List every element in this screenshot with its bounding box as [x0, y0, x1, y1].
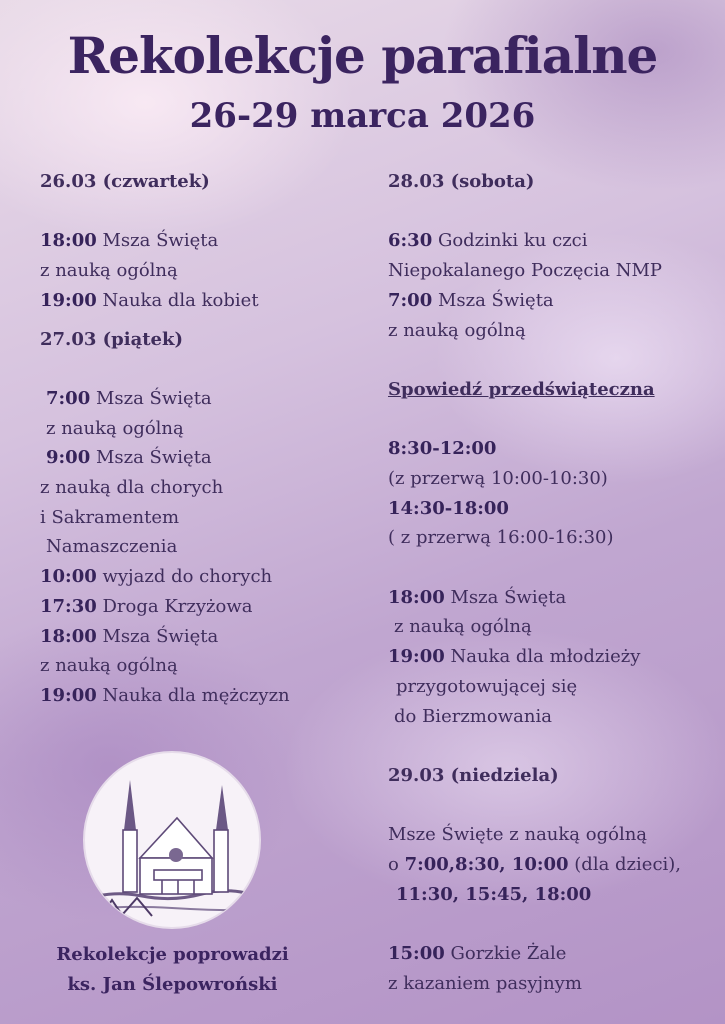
masses-times-2: 11:30, 15:45, 18:00: [396, 883, 592, 905]
schedule-item: 17:30 Droga Krzyżowa: [40, 595, 253, 617]
page-title: Rekolekcje parafialne: [67, 26, 658, 85]
schedule-item: 7:00 Msza Święta: [388, 289, 554, 311]
date-range: 26-29 marca 2026: [189, 96, 536, 136]
footer-line-2: ks. Jan Ślepowroński: [67, 974, 278, 995]
day-heading-friday: 27.03 (piątek): [40, 328, 183, 350]
schedule-item: 19:00 Nauka dla młodzieży: [388, 646, 641, 668]
schedule-item: Niepokalanego Poczęcia NMP: [388, 260, 662, 282]
schedule-item: z nauką ogólną: [40, 260, 178, 282]
schedule-item: z kazaniem pasyjnym: [388, 972, 582, 994]
schedule-item: z nauką ogólną: [388, 319, 526, 341]
left-column: [40, 167, 350, 711]
schedule-item: 6:30 Godzinki ku czci: [388, 230, 588, 252]
schedule-item: 7:00 Msza Święta: [46, 387, 212, 409]
church-logo: [82, 750, 262, 930]
schedule-item: 19:00 Nauka dla kobiet: [40, 289, 259, 311]
schedule-item: do Bierzmowania: [394, 705, 552, 727]
schedule-item: Namaszczenia: [46, 536, 178, 558]
day-heading-saturday: 28.03 (sobota): [388, 171, 535, 192]
schedule-item: 18:00 Msza Święta: [40, 625, 219, 647]
schedule-item: 9:00 Msza Święta: [46, 447, 212, 469]
schedule-item: z nauką dla chorych: [40, 477, 224, 498]
schedule-item: 18:00 Msza Święta: [40, 230, 219, 252]
footer: [0, 940, 345, 1000]
day-heading-thursday: 26.03 (czwartek): [40, 171, 210, 192]
schedule-item: ( z przerwą 16:00-16:30): [388, 527, 614, 549]
right-column: [388, 167, 718, 999]
schedule-item: 8:30-12:00: [388, 438, 497, 460]
day-heading-sunday: 29.03 (niedziela): [388, 764, 559, 786]
schedule-item: 10:00 wyjazd do chorych: [40, 566, 273, 588]
masses-times: o 7:00,8:30, 10:00 (dla dzieci),: [388, 854, 682, 876]
footer-line-1: Rekolekcje poprowadzi: [56, 944, 289, 965]
schedule-item: z nauką ogólną: [46, 417, 184, 439]
schedule-item: z nauką ogólną: [40, 655, 178, 677]
confession-heading: Spowiedź przedświąteczna: [388, 378, 655, 400]
schedule-item: z nauką ogólną: [394, 616, 532, 638]
schedule-item: przygotowującej się: [396, 675, 578, 697]
schedule-item: (z przerwą 10:00-10:30): [388, 467, 608, 489]
schedule-item: 14:30-18:00: [388, 497, 509, 519]
schedule-item: i Sakramentem: [40, 506, 180, 528]
schedule-item: 15:00 Gorzkie Żale: [388, 943, 567, 965]
schedule-item: 19:00 Nauka dla mężczyzn: [40, 684, 290, 706]
masses-intro: Msze Święte z nauką ogólną: [388, 824, 648, 846]
schedule-item: 18:00 Msza Święta: [388, 586, 567, 608]
